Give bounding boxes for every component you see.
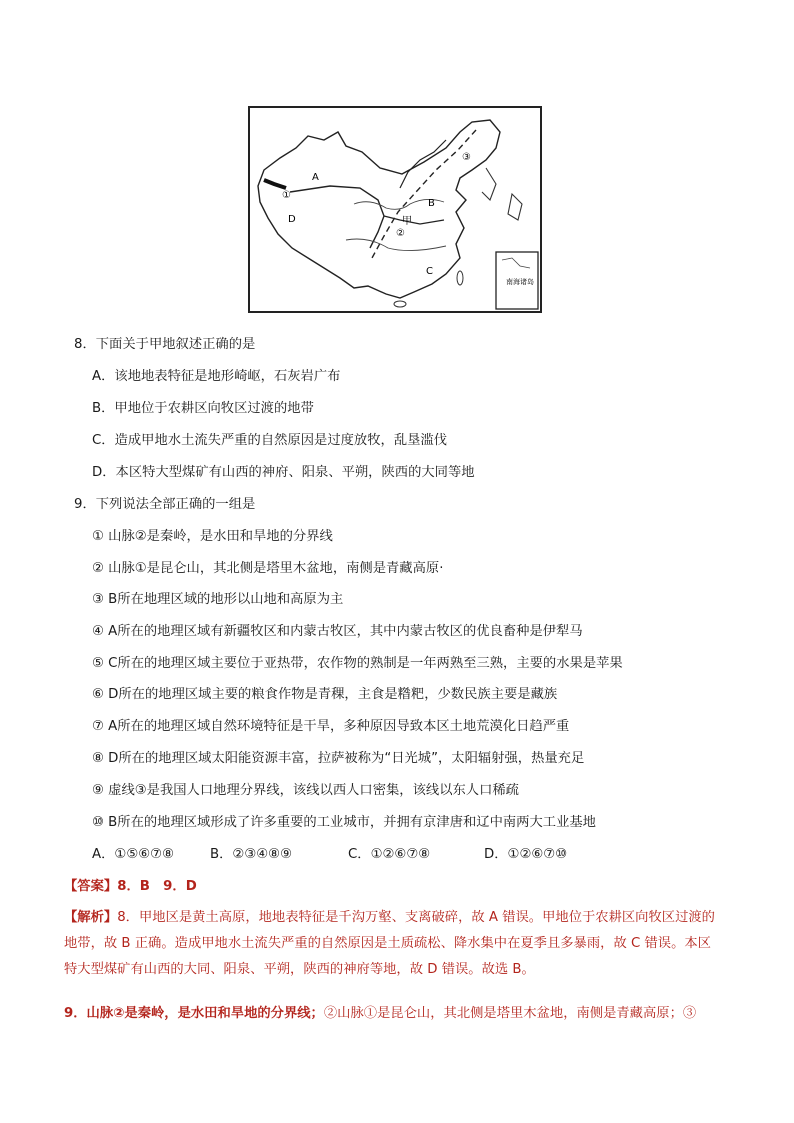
label-jia: 甲 [402,216,412,227]
answer-tag: 【答案】 [64,879,118,894]
q8-option-d: D．本区特大型煤矿有山西的神府、阳泉、平朔，陕西的大同等地 [92,465,475,480]
region-boundary-north [400,140,446,188]
analysis-paragraph-8 [64,905,724,983]
label-A: A [312,172,319,183]
q9-stem: 9．下列说法全部正确的一组是 [74,497,256,512]
label-dashed-3: ③ [462,152,471,163]
answer-text: 8．B 9．D [117,879,197,894]
q9-statement-8: ⑧ D所在的地理区域太阳能资源丰富，拉萨被称为“日光城”，太阳辐射强，热量充足 [92,751,585,766]
q9-statement-3: ③ B所在地理区域的地形以山地和高原为主 [92,592,344,607]
q8-option-c: C．造成甲地水土流失严重的自然原因是过度放牧，乱垦滥伐 [92,433,448,448]
label-D: D [288,214,296,225]
q9-statement-2: ② 山脉①是昆仑山，其北侧是塔里木盆地，南侧是青藏高原· [92,561,444,576]
q9-statement-10: ⑩ B所在的地理区域形成了许多重要的工业城市，并拥有京津唐和辽中南两大工业基地 [92,815,596,830]
q9-statement-1: ① 山脉②是秦岭，是水田和旱地的分界线 [92,529,333,544]
q9-choice-d: D．①②⑥⑦⑩ [484,847,568,862]
q9-choices [92,846,567,864]
q8-stem: 8．下面关于甲地叙述正确的是 [74,337,256,352]
q9-choice-a: A．①⑤⑥⑦⑧ [92,847,174,862]
answer-line [64,878,197,896]
analysis-text-9a: 9．山脉②是秦岭，是水田和旱地的分界线； [64,1006,324,1021]
taiwan-outline [457,271,463,285]
label-C: C [426,266,433,277]
q8-option-a: A．该地地表特征是地形崎岖，石灰岩广布 [92,369,341,384]
mountain-kunlun-stripe [264,180,286,188]
analysis-paragraph-9 [64,1005,696,1023]
q9-statement-6: ⑥ D所在的地理区域主要的粮食作物是青稞，主食是糌粑，少数民族主要是藏族 [92,687,558,702]
q9-statement-7: ⑦ A所在的地理区域自然环境特征是干旱，多种原因导致本区土地荒漠化日趋严重 [92,719,570,734]
analysis-text-8: 8．甲地区是黄土高原，地地表特征是千沟万壑、支离破碎，故 A 错误。甲地位于农耕区向牧区过渡的地带，故 B 正确。造成甲地水土流失严重的自然原因是土质疏松、降水集中在夏季且多暴雨，故 C 错误。本区特大型煤矿有山西的大同、阳泉、平朔，陕西的神府等地，故 D 错误。故选 B。 [64,910,715,977]
japan-outline [508,194,522,220]
q9-choice-c: C．①②⑥⑦⑧ [348,847,431,862]
china-region-map [248,106,542,313]
label-mountain-1: ① [282,190,291,201]
hainan-outline [394,301,406,307]
q9-statement-4: ④ A所在的地理区域有新疆牧区和内蒙古牧区，其中内蒙古牧区的优良畜种是伊犁马 [92,624,583,639]
analysis-text-9b: ②山脉①是昆仑山，其北侧是塔里木盆地，南侧是青藏高原；③ [323,1006,697,1021]
q9-statement-9: ⑨ 虚线③是我国人口地理分界线，该线以西人口密集，该线以东人口稀疏 [92,783,519,798]
label-B: B [428,198,435,209]
q9-choice-b: B．②③④⑧⑨ [210,847,293,862]
region-boundary-main [290,186,384,248]
inset-label: 南海诸岛 [506,278,534,286]
korea-outline [482,168,496,200]
map-drawing [250,108,540,311]
analysis-tag: 【解析】 [64,910,118,925]
china-outline [258,120,500,298]
q9-statement-5: ⑤ C所在的地理区域主要位于亚热带，农作物的熟制是一年两熟至三熟，主要的水果是苹果 [92,656,623,671]
q8-option-b: B．甲地位于农耕区向牧区过渡的地带 [92,401,314,416]
label-mountain-2: ② [396,228,405,239]
yangtze-river [346,239,446,251]
